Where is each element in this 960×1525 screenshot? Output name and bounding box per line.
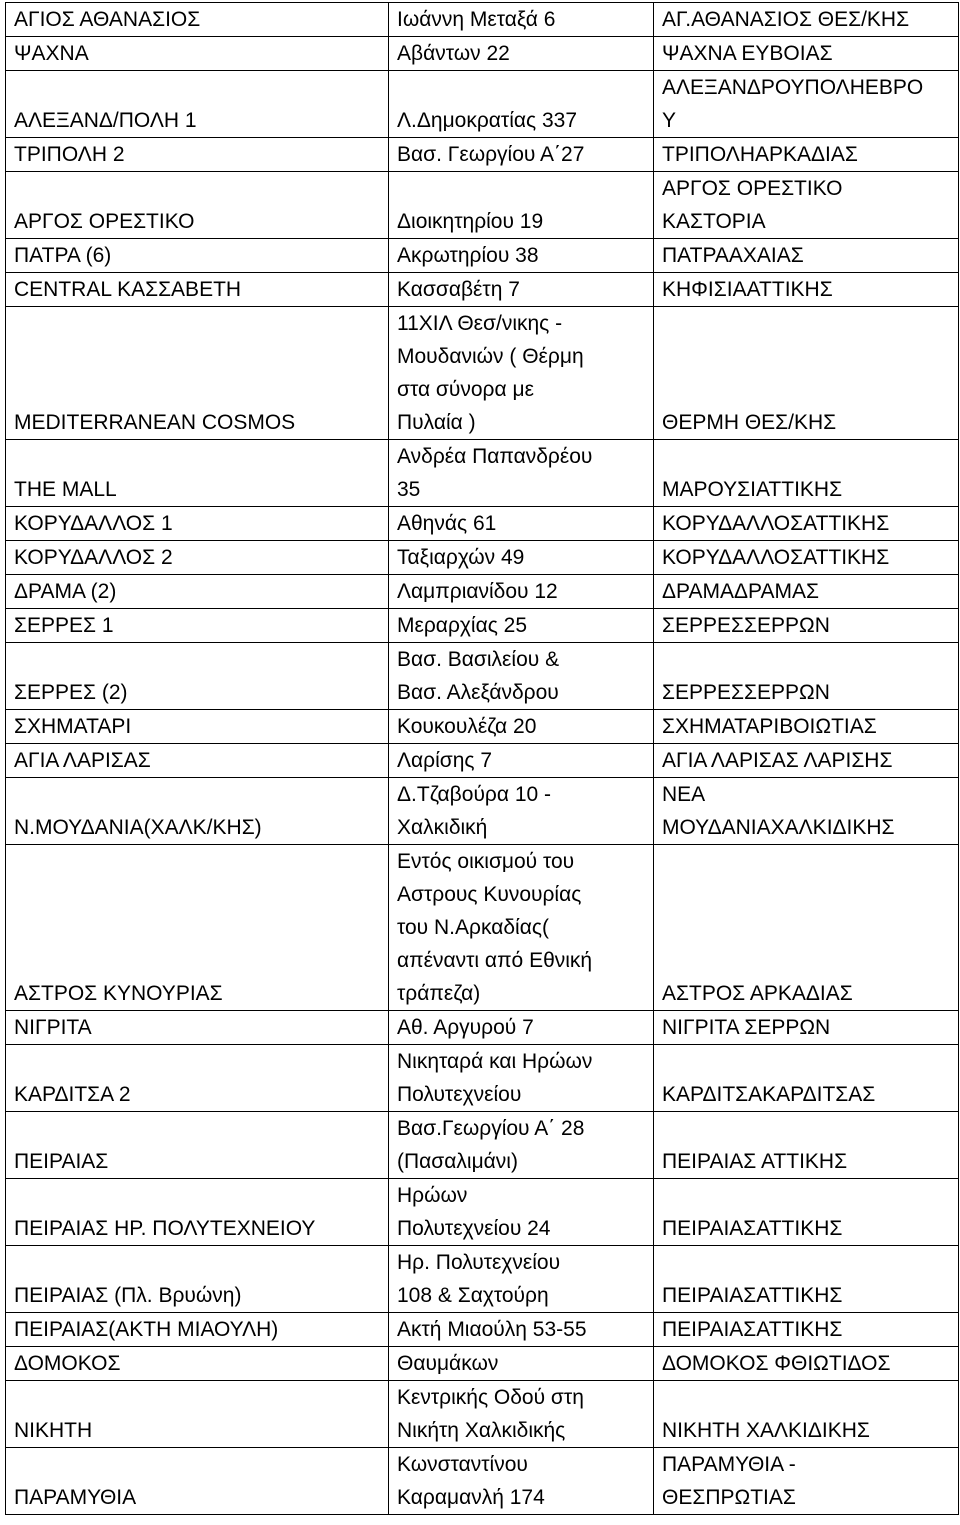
table-row — [6, 37, 959, 71]
area-cell-line: ΠΕΙΡΑΙΑΣΑΤΤΙΚΗΣ — [662, 1318, 843, 1341]
store-locations-table — [5, 2, 959, 1515]
address-cell-line: Νικηταρά και Ηρώων — [397, 1050, 593, 1073]
area-cell-line: ΚΑΣΤΟΡΙΑ — [662, 210, 766, 233]
store-name-cell: Ν.ΜΟΥΔΑΝΙΑ(ΧΑΛΚ/ΚΗΣ) — [6, 778, 389, 845]
address-cell-line: Ηρώων — [397, 1184, 468, 1207]
address-cell-line: 11ΧΙΛ Θεσ/νικης - — [397, 312, 563, 335]
area-cell-line: ΨΑΧΝΑ ΕΥΒΟΙΑΣ — [662, 42, 833, 65]
area-cell-line: ΚΗΦΙΣΙΑΑΤΤΙΚΗΣ — [662, 278, 833, 301]
table-body — [6, 3, 959, 1515]
table-row — [6, 1246, 959, 1313]
address-cell-line: Αθηνάς 61 — [397, 512, 497, 535]
table-row — [6, 1112, 959, 1179]
area-cell-line: ΚΟΡΥΔΑΛΛΟΣΑΤΤΙΚΗΣ — [662, 512, 890, 535]
area-cell — [654, 1011, 959, 1045]
address-cell-line: Βασ. Αλεξάνδρου — [397, 681, 559, 704]
area-cell-line: ΠΑΤΡΑΑΧΑΙΑΣ — [662, 244, 804, 267]
table-row — [6, 440, 959, 507]
address-cell-line: Λ.Δημοκρατίας 337 — [397, 109, 578, 132]
address-cell-line: Βασ.Γεωργίου Α΄ 28 — [397, 1117, 585, 1140]
area-cell — [654, 744, 959, 778]
area-cell — [654, 37, 959, 71]
address-cell-line: Χαλκιδική — [397, 816, 488, 839]
table-row — [6, 1179, 959, 1246]
address-cell-line: Βασ. Γεωργίου Α΄27 — [397, 143, 585, 166]
area-cell-line: ΜΑΡΟΥΣΙΑΤΤΙΚΗΣ — [662, 478, 843, 501]
address-cell — [389, 273, 654, 307]
table-row — [6, 1381, 959, 1448]
area-cell — [654, 307, 959, 440]
address-cell-line: Ανδρέα Παπανδρέου — [397, 445, 593, 468]
table-row — [6, 643, 959, 710]
store-name-cell: ΤΡΙΠΟΛΗ 2 — [6, 138, 389, 172]
area-cell-line: ΘΕΣΠΡΩΤΙΑΣ — [662, 1486, 796, 1509]
address-cell — [389, 138, 654, 172]
area-cell-line: ΠΕΙΡΑΙΑΣΑΤΤΙΚΗΣ — [662, 1217, 843, 1240]
store-name-cell: ΝΙΚΗΤΗ — [6, 1381, 389, 1448]
store-name-cell: ΝΙΓΡΙΤΑ — [6, 1011, 389, 1045]
area-cell-line: ΚΑΡΔΙΤΣΑΚΑΡΔΙΤΣΑΣ — [662, 1083, 876, 1106]
store-name-cell: ΔΟΜΟΚΟΣ — [6, 1347, 389, 1381]
area-cell — [654, 1313, 959, 1347]
area-cell-line: ΣΕΡΡΕΣΣΕΡΡΩΝ — [662, 681, 830, 704]
address-cell — [389, 845, 654, 1011]
table-row — [6, 307, 959, 440]
address-cell-line: Πολυτεχνείου 24 — [397, 1217, 551, 1240]
area-cell — [654, 778, 959, 845]
store-name-cell: ΣΕΡΡΕΣ 1 — [6, 609, 389, 643]
store-name-cell: ΠΕΙΡΑΙΑΣ ΗΡ. ΠΟΛΥΤΕΧΝΕΙΟΥ — [6, 1179, 389, 1246]
address-cell — [389, 440, 654, 507]
area-cell-line: ΘΕΡΜΗ ΘΕΣ/ΚΗΣ — [662, 411, 837, 434]
store-name-cell: ΠΑΤΡΑ (6) — [6, 239, 389, 273]
store-name-cell: ΑΓΙΑ ΛΑΡΙΣΑΣ — [6, 744, 389, 778]
area-cell — [654, 1381, 959, 1448]
store-name-cell: ΣΕΡΡΕΣ (2) — [6, 643, 389, 710]
area-cell — [654, 239, 959, 273]
table-row — [6, 1045, 959, 1112]
address-cell-line: Κεντρικής Οδού στη — [397, 1386, 584, 1409]
address-cell — [389, 507, 654, 541]
address-cell — [389, 1179, 654, 1246]
address-cell — [389, 37, 654, 71]
area-cell — [654, 1347, 959, 1381]
address-cell-line: Αθ. Αργυρού 7 — [397, 1016, 534, 1039]
address-cell-line: Κασσαβέτη 7 — [397, 278, 520, 301]
store-name-cell: THE MALL — [6, 440, 389, 507]
address-cell — [389, 239, 654, 273]
area-cell-line: ΑΣΤΡΟΣ ΑΡΚΑΔΙΑΣ — [662, 982, 853, 1005]
area-cell — [654, 1448, 959, 1515]
store-name-cell: ΑΡΓΟΣ ΟΡΕΣΤΙΚΟ — [6, 172, 389, 239]
area-cell — [654, 440, 959, 507]
store-name-cell: ΑΓΙΟΣ ΑΘΑΝΑΣΙΟΣ — [6, 3, 389, 37]
address-cell — [389, 1347, 654, 1381]
area-cell-line: ΔΡΑΜΑΔΡΑΜΑΣ — [662, 580, 819, 603]
address-cell-line: Λαρίσης 7 — [397, 749, 493, 772]
store-name-cell: ΨΑΧΝΑ — [6, 37, 389, 71]
address-cell-line: Βασ. Βασιλείου & — [397, 648, 560, 671]
area-cell-line: ΚΟΡΥΔΑΛΛΟΣΑΤΤΙΚΗΣ — [662, 546, 890, 569]
area-cell — [654, 1045, 959, 1112]
area-cell — [654, 1246, 959, 1313]
address-cell-line: Μουδανιών ( Θέρμη — [397, 345, 584, 368]
table-row — [6, 172, 959, 239]
area-cell — [654, 3, 959, 37]
address-cell — [389, 172, 654, 239]
address-cell-line: Νικήτη Χαλκιδικής — [397, 1419, 566, 1442]
table-row — [6, 138, 959, 172]
area-cell — [654, 643, 959, 710]
address-cell-line: Διοικητηρίου 19 — [397, 210, 544, 233]
address-cell — [389, 575, 654, 609]
store-name-cell: ΑΛΕΞΑΝΔ/ΠΟΛΗ 1 — [6, 71, 389, 138]
address-cell-line: στα σύνορα με — [397, 378, 534, 401]
address-cell-line: απέναντι από Εθνική — [397, 949, 593, 972]
address-cell — [389, 1448, 654, 1515]
address-cell-line: Πολυτεχνείου — [397, 1083, 522, 1106]
address-cell-line: Κωνσταντίνου — [397, 1453, 528, 1476]
table-row — [6, 1313, 959, 1347]
store-name-cell: ΔΡΑΜΑ (2) — [6, 575, 389, 609]
address-cell-line: (Πασαλιμάνι) — [397, 1150, 518, 1173]
area-cell — [654, 710, 959, 744]
area-cell-line: ΔΟΜΟΚΟΣ ΦΘΙΩΤΙΔΟΣ — [662, 1352, 891, 1375]
table-row — [6, 239, 959, 273]
table-row — [6, 845, 959, 1011]
address-cell — [389, 1011, 654, 1045]
address-cell-line: 108 & Σαχτούρη — [397, 1284, 549, 1307]
area-cell — [654, 541, 959, 575]
table-row — [6, 71, 959, 138]
address-cell-line: Θαυμάκων — [397, 1352, 499, 1375]
store-name-cell: ΣΧΗΜΑΤΑΡΙ — [6, 710, 389, 744]
table-row — [6, 273, 959, 307]
area-cell-line: ΝΙΚΗΤΗ ΧΑΛΚΙΔΙΚΗΣ — [662, 1419, 870, 1442]
area-cell — [654, 71, 959, 138]
address-cell-line: Ιωάννη Μεταξά 6 — [397, 8, 556, 31]
area-cell-line: ΝΙΓΡΙΤΑ ΣΕΡΡΩΝ — [662, 1016, 831, 1039]
store-name-cell: ΑΣΤΡΟΣ ΚΥΝΟΥΡΙΑΣ — [6, 845, 389, 1011]
address-cell — [389, 609, 654, 643]
area-cell-line: ΜΟΥΔΑΝΙΑΧΑΛΚΙΔΙΚΗΣ — [662, 816, 895, 839]
area-cell — [654, 273, 959, 307]
address-cell-line: Πυλαία ) — [397, 411, 476, 434]
address-cell-line: τράπεζα) — [397, 982, 481, 1005]
store-name-cell: ΠΕΙΡΑΙΑΣ (Πλ. Βρυώνη) — [6, 1246, 389, 1313]
address-cell-line: Εντός οικισμού του — [397, 850, 575, 873]
table-row — [6, 1448, 959, 1515]
address-cell — [389, 541, 654, 575]
address-cell — [389, 307, 654, 440]
store-name-cell: ΚΑΡΔΙΤΣΑ 2 — [6, 1045, 389, 1112]
table-row — [6, 507, 959, 541]
store-name-cell: ΠΑΡΑΜΥΘΙΑ — [6, 1448, 389, 1515]
area-cell — [654, 609, 959, 643]
store-name-cell: ΚΟΡΥΔΑΛΛΟΣ 2 — [6, 541, 389, 575]
area-cell — [654, 1112, 959, 1179]
area-cell-line: ΝΕΑ — [662, 783, 706, 806]
store-name-cell: MEDITERRANEAN COSMOS — [6, 307, 389, 440]
area-cell-line: ΠΑΡΑΜΥΘΙΑ - — [662, 1453, 796, 1476]
table-row — [6, 3, 959, 37]
address-cell — [389, 643, 654, 710]
area-cell — [654, 845, 959, 1011]
area-cell — [654, 507, 959, 541]
table-row — [6, 710, 959, 744]
address-cell-line: Ηρ. Πολυτεχνείου — [397, 1251, 561, 1274]
address-cell-line: Ταξιαρχών 49 — [397, 546, 525, 569]
area-cell-line: ΠΕΙΡΑΙΑΣ ΑΤΤΙΚΗΣ — [662, 1150, 848, 1173]
store-name-cell: ΚΟΡΥΔΑΛΛΟΣ 1 — [6, 507, 389, 541]
address-cell-line: του Ν.Αρκαδίας( — [397, 916, 549, 939]
area-cell-line: ΑΓΙΑ ΛΑΡΙΣΑΣ ΛΑΡΙΣΗΣ — [662, 749, 893, 772]
address-cell — [389, 744, 654, 778]
table-row — [6, 575, 959, 609]
store-name-cell: ΠΕΙΡΑΙΑΣ — [6, 1112, 389, 1179]
address-cell — [389, 1381, 654, 1448]
area-cell-line: ΣΧΗΜΑΤΑΡΙΒΟΙΩΤΙΑΣ — [662, 715, 877, 738]
address-cell-line: Λαμπριανίδου 12 — [397, 580, 558, 603]
address-cell-line: 35 — [397, 478, 421, 501]
area-cell-line: ΣΕΡΡΕΣΣΕΡΡΩΝ — [662, 614, 830, 637]
address-cell-line: Μεραρχίας 25 — [397, 614, 528, 637]
table-row — [6, 1011, 959, 1045]
address-cell-line: Ακτή Μιαούλη 53-55 — [397, 1318, 587, 1341]
area-cell — [654, 138, 959, 172]
area-cell — [654, 172, 959, 239]
store-name-cell: CENTRAL ΚΑΣΣΑΒΕΤΗ — [6, 273, 389, 307]
address-cell-line: Δ.Τζαβούρα 10 - — [397, 783, 552, 806]
area-cell-line: Υ — [662, 109, 677, 132]
address-cell — [389, 1246, 654, 1313]
area-cell-line: ΠΕΙΡΑΙΑΣΑΤΤΙΚΗΣ — [662, 1284, 843, 1307]
address-cell — [389, 1112, 654, 1179]
area-cell-line: ΑΛΕΞΑΝΔΡΟΥΠΟΛΗΕΒΡΟ — [662, 76, 924, 99]
area-cell-line: ΑΓ.ΑΘΑΝΑΣΙΟΣ ΘΕΣ/ΚΗΣ — [662, 8, 910, 31]
table-row — [6, 541, 959, 575]
area-cell-line: ΑΡΓΟΣ ΟΡΕΣΤΙΚΟ — [662, 177, 843, 200]
address-cell — [389, 778, 654, 845]
table-row — [6, 1347, 959, 1381]
table-row — [6, 609, 959, 643]
area-cell-line: ΤΡΙΠΟΛΗΑΡΚΑΔΙΑΣ — [662, 143, 858, 166]
address-cell-line: Καραμανλή 174 — [397, 1486, 545, 1509]
address-cell — [389, 71, 654, 138]
address-cell — [389, 3, 654, 37]
area-cell — [654, 575, 959, 609]
address-cell-line: Κουκουλέζα 20 — [397, 715, 537, 738]
area-cell — [654, 1179, 959, 1246]
table-row — [6, 778, 959, 845]
address-cell — [389, 710, 654, 744]
address-cell-line: Ακρωτηρίου 38 — [397, 244, 539, 267]
store-name-cell: ΠΕΙΡΑΙΑΣ(ΑΚΤΗ ΜΙΑΟΥΛΗ) — [6, 1313, 389, 1347]
address-cell-line: Αστρους Κυνουρίας — [397, 883, 582, 906]
address-cell — [389, 1045, 654, 1112]
address-cell-line: Αβάντων 22 — [397, 42, 510, 65]
address-cell — [389, 1313, 654, 1347]
table-row — [6, 744, 959, 778]
